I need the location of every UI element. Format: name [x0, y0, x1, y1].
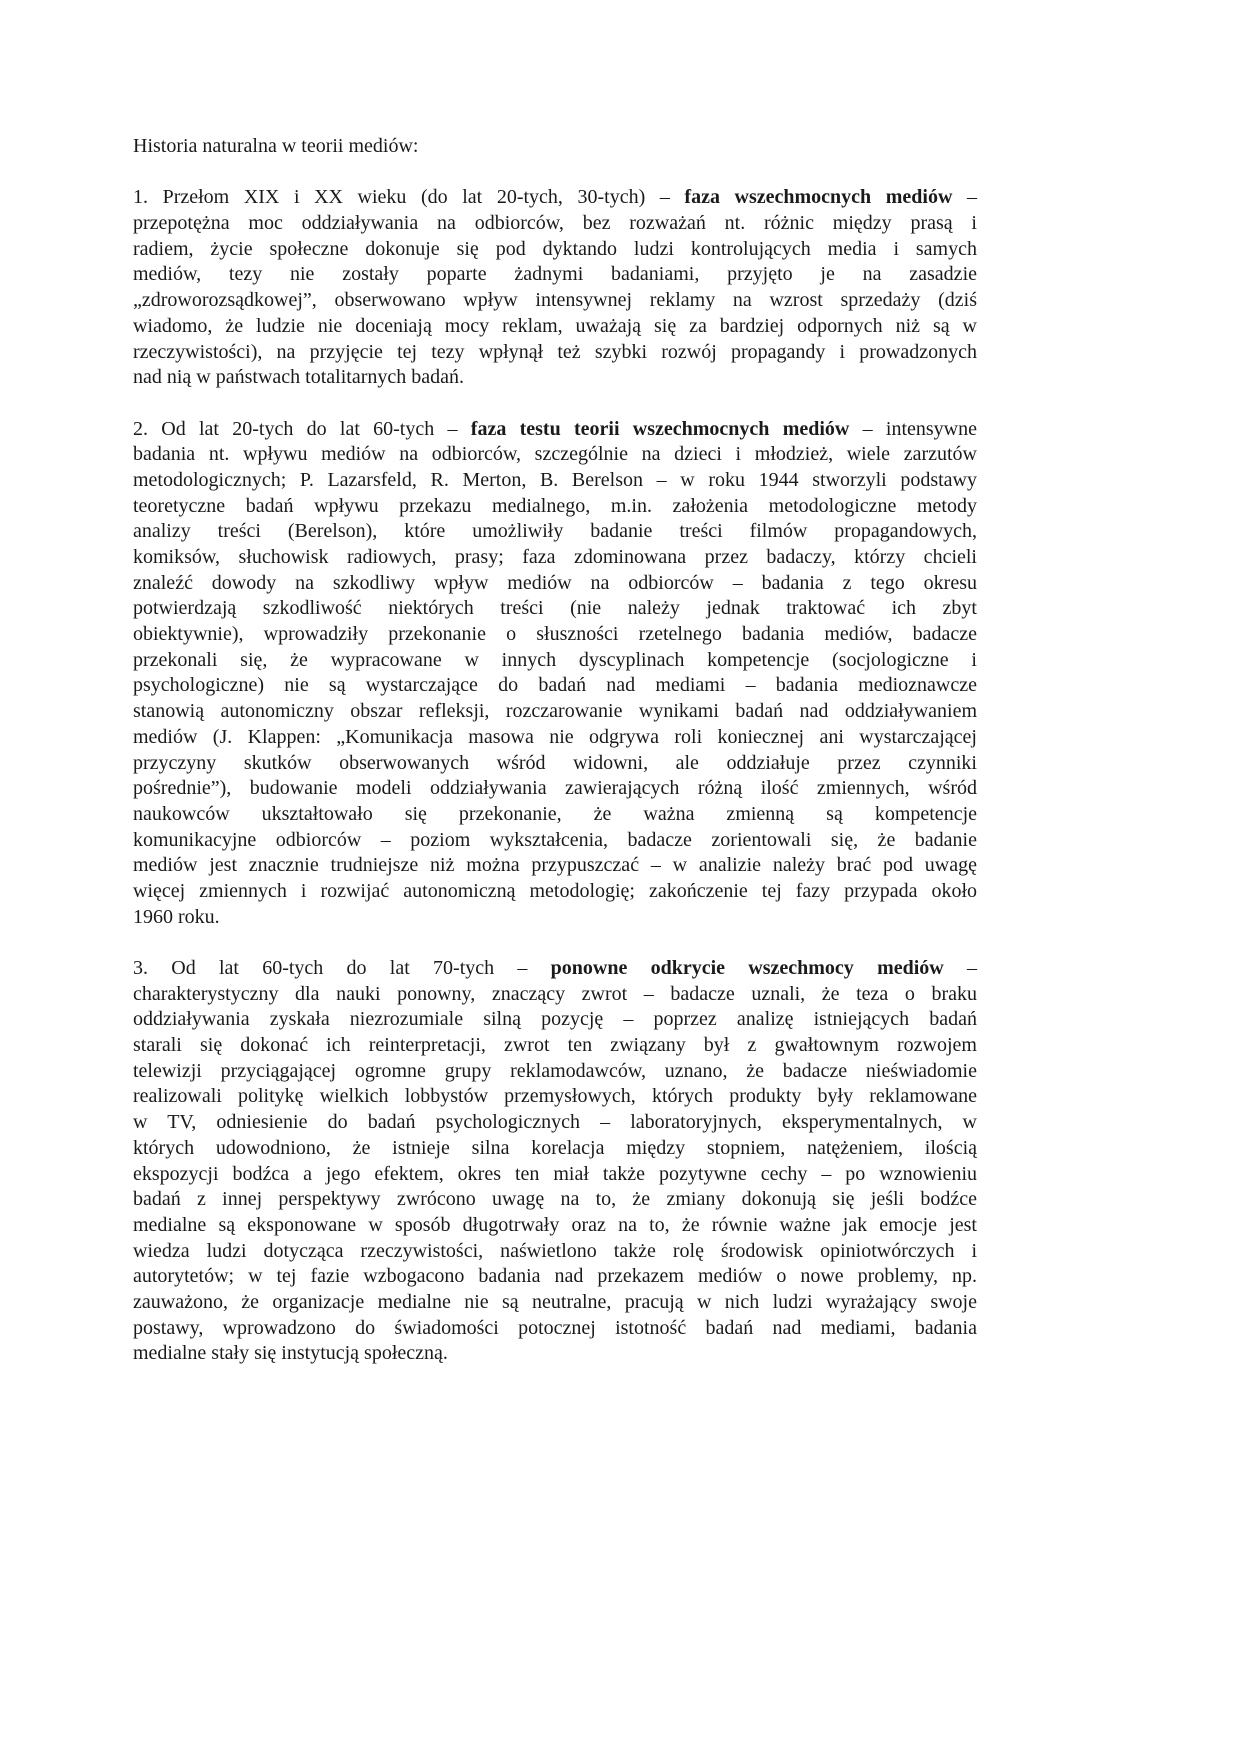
text-segment: radiem, życie społeczne dokonuje się pod dyktando ludzi kontrolujących media i samych: [133, 237, 977, 260]
text-line: [133, 262, 977, 288]
text-segment: –: [952, 186, 978, 209]
document-page: [133, 134, 977, 1393]
text-segment: oddziaływania zyskała niezrozumiale silną pozycję – poprzez analizę istniejących badań: [133, 1008, 977, 1031]
text-line: [133, 185, 977, 211]
text-line: [133, 1033, 977, 1059]
text-segment: 1960 roku.: [133, 905, 220, 928]
text-segment: autorytetów; w tej fazie wzbogacono badania nad przekazem mediów o nowe problemy, np.: [133, 1265, 977, 1288]
text-segment: medialne są eksponowane w sposób długotrwały oraz na to, że równie ważne jak emocje jest: [133, 1213, 977, 1236]
phase-name: faza wszechmocnych mediów: [684, 186, 953, 209]
text-line: [133, 1162, 977, 1188]
text-line: [133, 853, 977, 879]
text-line: [133, 1316, 977, 1342]
text-line: [133, 468, 977, 494]
text-line: [133, 417, 977, 443]
text-line: [133, 828, 977, 854]
text-line: [133, 673, 977, 699]
text-segment: starali się dokonać ich reinterpretacji, zwrot ten związany był z gwałtownym rozwojem: [133, 1034, 977, 1057]
text-line: [133, 956, 977, 982]
text-line: [133, 699, 977, 725]
text-line: [133, 751, 977, 777]
text-line: [133, 1239, 977, 1265]
text-line: [133, 596, 977, 622]
phase-name: faza testu teorii wszechmocnych mediów: [470, 417, 850, 440]
text-segment: charakterystyczny dla nauki ponowny, znaczący zwrot – badacze uznali, że teza o braku: [133, 982, 977, 1005]
text-line: [133, 1187, 977, 1213]
text-segment: – intensywne: [849, 417, 977, 440]
text-segment: telewizji przyciągającej ogromne grupy reklamodawców, uznano, że badacze nieświadomie: [133, 1059, 977, 1082]
text-line: [133, 237, 977, 263]
text-segment: zauważono, że organizacje medialne nie są neutralne, pracują w nich ludzi wyrażający swoje: [133, 1290, 977, 1313]
text-segment: psychologiczne) nie są wystarczające do badań nad mediami – badania medioznawcze: [133, 674, 977, 697]
text-segment: metodologicznych; P. Lazarsfeld, R. Merton, B. Berelson – w roku 1944 stworzyli podstawy: [133, 468, 977, 491]
text-segment: 1. Przełom XIX i XX wieku (do lat 20-tych, 30-tych) –: [133, 186, 685, 209]
text-segment: których udowodniono, że istnieje silna korelacja między stopniem, natężeniem, ilością: [133, 1136, 977, 1159]
text-line: [133, 982, 977, 1008]
text-line: [133, 905, 977, 931]
text-segment: mediów (J. Klappen: „Komunikacja masowa nie odgrywa roli koniecznej ani wystarczającej: [133, 725, 977, 748]
text-segment: w TV, odniesienie do badań psychologicznych – laboratoryjnych, eksperymentalnych, w: [133, 1111, 977, 1134]
text-segment: potwierdzają szkodliwość niektórych treści (nie należy jednak traktować ich zbyt: [133, 597, 977, 620]
text-segment: pośrednie”), budowanie modeli oddziaływania zawierających różną ilość zmiennych, wśród: [133, 777, 977, 800]
paragraph-2: [133, 417, 977, 931]
text-segment: nad nią w państwach totalitarnych badań.: [133, 366, 464, 389]
text-segment: stanowią autonomiczny obszar refleksji, rozczarowanie wynikami badań nad oddziaływaniem: [133, 700, 977, 723]
text-segment: przepotężna moc oddziaływania na odbiorców, bez rozważań nt. różnic między prasą i: [133, 212, 977, 235]
text-segment: postawy, wprowadzono do świadomości potocznej istotność badań nad mediami, badania: [133, 1316, 977, 1339]
text-segment: ekspozycji bodźca a jego efektem, okres ten miał także pozytywne cechy – po wznowieniu: [133, 1162, 977, 1185]
text-segment: realizowali politykę wielkich lobbystów przemysłowych, których produkty były reklamowane: [133, 1085, 977, 1108]
document-title: Historia naturalna w teorii mediów:: [133, 135, 419, 157]
text-line: [133, 1136, 977, 1162]
text-segment: więcej zmiennych i rozwijać autonomiczną metodologię; zakończenie tej fazy przypada około: [133, 879, 977, 902]
text-segment: rzeczywistości), na przyjęcie tej tezy wpłynął też szybki rozwój propagandy i prowadzonych: [133, 340, 977, 363]
document-body: [133, 185, 977, 1367]
text-line: [133, 211, 977, 237]
paragraph-3: [133, 956, 977, 1367]
text-line: [133, 1084, 977, 1110]
text-line: [133, 314, 977, 340]
text-segment: wiedza ludzi dotycząca rzeczywistości, naświetlono także rolę środowisk opiniotwórczych i: [133, 1239, 977, 1262]
text-segment: obiektywnie), wprowadziły przekonanie o słuszności rzetelnego badania mediów, badacze: [133, 623, 977, 646]
text-line: [133, 340, 977, 366]
text-segment: przyczyny skutków obserwowanych wśród widowni, ale oddziałuje przez czynniki: [133, 751, 977, 774]
text-line: [133, 365, 977, 391]
text-segment: –: [943, 957, 977, 979]
phase-name: ponowne odkrycie wszechmocy mediów: [550, 957, 944, 979]
paragraph-1: [133, 185, 977, 391]
text-line: [133, 1110, 977, 1136]
text-segment: znaleźć dowody na szkodliwy wpływ mediów na odbiorców – badania z tego okresu: [133, 571, 977, 594]
text-segment: naukowców ukształtowało się przekonanie, że ważna zmienną są kompetencje: [133, 802, 977, 825]
text-segment: badania nt. wpływu mediów na odbiorców, szczególnie na dzieci i młodzież, wiele zarzutów: [133, 443, 977, 466]
text-line: [133, 1007, 977, 1033]
text-line: [133, 288, 977, 314]
text-line: [133, 802, 977, 828]
text-line: [133, 494, 977, 520]
text-line: [133, 725, 977, 751]
text-line: [133, 1290, 977, 1316]
text-segment: mediów jest znacznie trudniejsze niż można przypuszczać – w analizie należy brać pod uwagę: [133, 854, 977, 877]
text-segment: mediów, tezy nie zostały poparte żadnymi badaniami, przyjęto je na zasadzie: [133, 263, 977, 286]
text-segment: wiadomo, że ludzie nie doceniają mocy reklam, uważają się za bardziej odpornych niż są w: [133, 314, 977, 337]
text-segment: przekonali się, że wypracowane w innych dyscyplinach kompetencje (socjologiczne i: [133, 648, 977, 671]
text-line: [133, 545, 977, 571]
text-segment: komunikacyjne odbiorców – poziom wykształcenia, badacze zorientowali się, że badanie: [133, 828, 977, 851]
text-line: [133, 879, 977, 905]
text-line: [133, 1213, 977, 1239]
text-line: [133, 571, 977, 597]
text-line: [133, 776, 977, 802]
text-segment: medialne stały się instytucją społeczną.: [133, 1342, 448, 1365]
text-segment: 3. Od lat 60-tych do lat 70-tych –: [133, 957, 551, 979]
text-line: [133, 1264, 977, 1290]
text-segment: „zdroworozsądkowej”, obserwowano wpływ intensywnej reklamy na wzrost sprzedaży (dziś: [133, 289, 977, 312]
text-line: [133, 1059, 977, 1085]
text-segment: komiksów, słuchowisk radiowych, prasy; faza zdominowana przez badaczy, którzy chcieli: [133, 546, 977, 568]
text-segment: 2. Od lat 20-tych do lat 60-tych –: [133, 417, 471, 440]
text-segment: badań z innej perspektywy zwrócono uwagę na to, że zmiany dokonują się jeśli bodźce: [133, 1188, 977, 1211]
text-line: [133, 622, 977, 648]
text-segment: analizy treści (Berelson), które umożliwiły badanie treści filmów propagandowych,: [133, 520, 977, 543]
text-line: [133, 1341, 977, 1367]
text-line: [133, 648, 977, 674]
text-line: [133, 442, 977, 468]
text-line: [133, 519, 977, 545]
text-segment: teoretyczne badań wpływu przekazu medialnego, m.in. założenia metodologiczne metody: [133, 494, 977, 517]
